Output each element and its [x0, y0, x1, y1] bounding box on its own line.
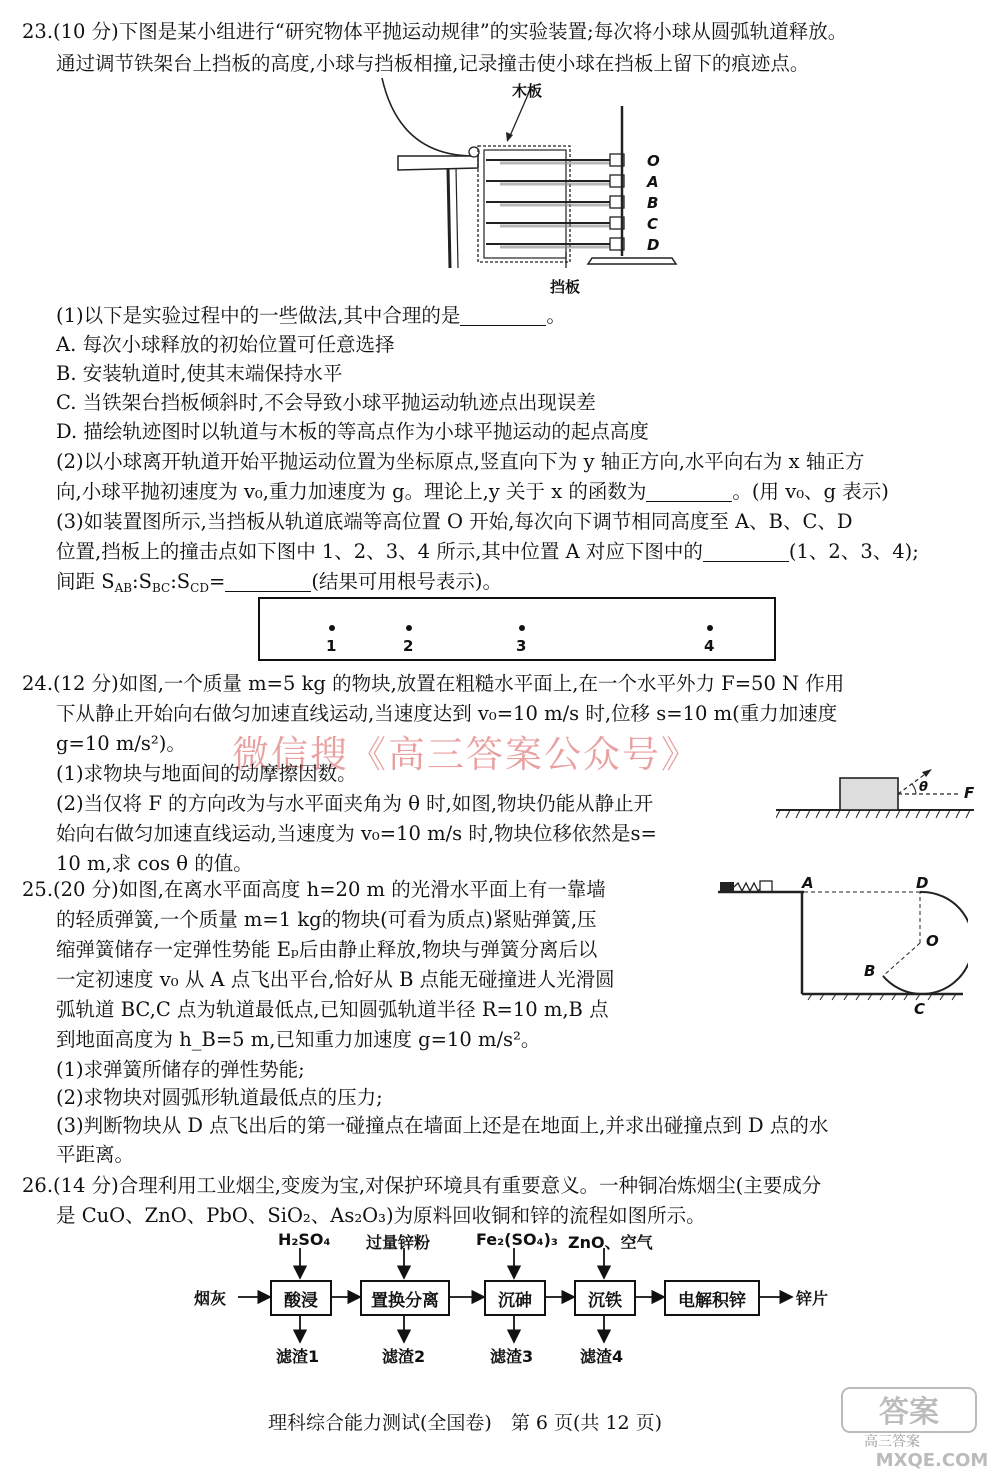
q24-part1: (1)求物块与地面间的动摩擦因数。 — [56, 762, 357, 785]
residue-3: 滤渣3 — [490, 1347, 534, 1366]
page-footer: 理科综合能力测试(全国卷) 第 6 页(共 12 页) — [268, 1412, 663, 1434]
q24-part2-line1: (2)当仅将 F 的方向改为与水平面夹角为 θ 时,如图,物块仍能从静止开 — [56, 792, 654, 815]
q23-part2-line1: (2)以小球离开轨道开始平抛运动位置为坐标原点,竖直向下为 y 轴正方向,水平向右为 x 轴正方 — [56, 450, 865, 473]
q25-part3-line2: 平距离。 — [56, 1143, 135, 1166]
residue-4: 滤渣4 — [580, 1347, 624, 1366]
q24-line2: 下从静止开始向右做匀加速直线运动,当速度达到 v₀=10 m/s 时,位移 s=10 m(重力加速度 — [56, 702, 838, 725]
force-f-label: F — [964, 784, 975, 802]
impact-dot-3 — [519, 625, 525, 631]
answer-blank-1[interactable] — [460, 305, 546, 326]
baffle-label: 挡板 — [550, 278, 581, 296]
q26-line2: 是 CuO、ZnO、PbO、SiO₂、As₂O₃)为原料回收铜和锌的流程如图所示。 — [56, 1204, 706, 1227]
svg-text:MXQE.COM: MXQE.COM — [875, 1450, 989, 1470]
q26-line1: 26.(14 分)合理利用工业烟尘,变废为宝,对保护环境具有重要意义。一种铜冶炼烟尘(主要成分 — [22, 1174, 822, 1197]
flow-step-acid-leach: 酸浸 — [270, 1280, 332, 1316]
reagent-2: 过量锌粉 — [366, 1233, 431, 1252]
flow-step-electrolysis: 电解积锌 — [664, 1280, 760, 1316]
q23-option-a: A. 每次小球释放的初始位置可任意选择 — [56, 333, 395, 356]
answer-blank-4[interactable] — [225, 571, 311, 592]
q25-line2: 的轻质弹簧,一个质量 m=1 kg的物块(可看为质点)紧贴弹簧,压 — [56, 908, 597, 931]
impact-label-4: 4 — [704, 637, 715, 655]
q25-line4: 一定初速度 v₀ 从 A 点飞出平台,恰好从 B 点能无碰撞进人光滑圆 — [56, 968, 615, 991]
impact-dot-2 — [406, 625, 412, 631]
point-b-label: B — [647, 194, 659, 212]
q25-part2: (2)求物块对圆弧形轨道最低点的压力; — [56, 1086, 383, 1109]
q23-option-d: D. 描绘轨迹图时以轨道与木板的等高点作为小球平抛运动的起点高度 — [56, 420, 649, 443]
q24-block-figure — [776, 768, 976, 824]
point-b-q25: B — [864, 962, 876, 980]
q23-part3-line3: 间距 $S_{AB}:S_{BC}:S_{CD}=$ (结果可用根号表示)。 — [56, 570, 503, 595]
q23-line1: 23.(10 分)下图是某小组进行“研究物体平抛运动规律”的实验装置;每次将小球从圆弧轨道释放。 — [22, 20, 848, 43]
watermark: 微信搜《高三答案公众号》 — [232, 733, 700, 776]
point-a-label: A — [647, 173, 659, 191]
reagent-1: H₂SO₄ — [278, 1230, 331, 1249]
svg-text:答案: 答案 — [879, 1395, 939, 1430]
q24-part2-line3: 10 m,求 cos θ 的值。 — [56, 852, 253, 875]
point-c-q25: C — [914, 1000, 926, 1018]
q23-part2-line2: 向,小球平抛初速度为 v₀,重力加速度为 g。理论上,y 关于 x 的函数为 。(用 v₀、g 表示) — [56, 480, 889, 503]
point-o-q25: O — [926, 932, 939, 950]
svg-text:高三答案: 高三答案 — [864, 1434, 920, 1450]
point-a-q25: A — [802, 874, 814, 892]
point-d-q25: D — [916, 874, 929, 892]
site-logo — [812, 1384, 990, 1470]
q25-line6: 到地面高度为 h_B=5 m,已知重力加速度 g=10 m/s²。 — [56, 1028, 541, 1051]
flow-step-replacement: 置换分离 — [360, 1280, 450, 1316]
flow-output: 锌片 — [796, 1289, 829, 1308]
point-o-label: O — [647, 152, 660, 170]
q23-option-b: B. 安装轨道时,使其末端保持水平 — [56, 362, 343, 385]
q24-line3: g=10 m/s²)。 — [56, 732, 186, 755]
impact-label-2: 2 — [403, 637, 414, 655]
reagent-3: Fe₂(SO₄)₃ — [476, 1230, 558, 1249]
q23-part1: (1)以下是实验过程中的一些做法,其中合理的是 。 — [56, 304, 566, 327]
residue-1: 滤渣1 — [276, 1347, 320, 1366]
point-d-label: D — [647, 236, 660, 254]
answer-blank-3[interactable] — [703, 541, 789, 562]
flow-input: 烟灰 — [194, 1289, 227, 1308]
flow-step-arsenic: 沉砷 — [484, 1280, 546, 1316]
impact-dot-4 — [707, 625, 713, 631]
answer-blank-2[interactable] — [646, 481, 732, 502]
q23-part3-line1: (3)如装置图所示,当挡板从轨道底端等高位置 O 开始,每次向下调节相同高度至 A、B、C、D — [56, 510, 853, 533]
q23-option-c: C. 当铁架台挡板倾斜时,不会导致小球平抛运动轨迹点出现误差 — [56, 391, 596, 414]
q25-line5: 弧轨道 BC,C 点为轨道最低点,已知圆弧轨道半径 R=10 m,B 点 — [56, 998, 609, 1021]
residue-2: 滤渣2 — [382, 1347, 426, 1366]
impact-label-1: 1 — [326, 637, 337, 655]
q25-line3: 缩弹簧储存一定弹性势能 Eₚ后由静止释放,物块与弹簧分离后以 — [56, 938, 598, 961]
q25-line1: 25.(20 分)如图,在离水平面高度 h=20 m 的光滑水平面上有一靠墙 — [22, 878, 606, 901]
impact-points-strip — [258, 597, 776, 661]
q25-part3-line1: (3)判断物块从 D 点飞出后的第一碰撞点在墙面上还是在地面上,并求出碰撞点到 D 点的水 — [56, 1114, 829, 1137]
reagent-4: ZnO、空气 — [568, 1233, 653, 1252]
q25-part1: (1)求弹簧所储存的弹性势能; — [56, 1058, 305, 1081]
impact-label-3: 3 — [516, 637, 527, 655]
theta-label: θ — [919, 780, 928, 795]
q23-part3-line2: 位置,挡板上的撞击点如下图中 1、2、3、4 所示,其中位置 A 对应下图中的 (1、2、3、4); — [56, 540, 919, 563]
q23-line2: 通过调节铁架台上挡板的高度,小球与挡板相撞,记录撞击使小球在挡板上留下的痕迹点。 — [56, 52, 810, 75]
q24-line1: 24.(12 分)如图,一个质量 m=5 kg 的物块,放置在粗糙水平面上,在一个水平外力 F=50 N 作用 — [22, 672, 845, 695]
board-label: 木板 — [512, 82, 543, 100]
point-c-label: C — [647, 215, 659, 233]
q24-part2-line2: 始向右做匀加速直线运动,当速度为 v₀=10 m/s 时,物块位移依然是s= — [56, 822, 657, 845]
flow-step-iron: 沉铁 — [574, 1280, 636, 1316]
impact-dot-1 — [329, 625, 335, 631]
